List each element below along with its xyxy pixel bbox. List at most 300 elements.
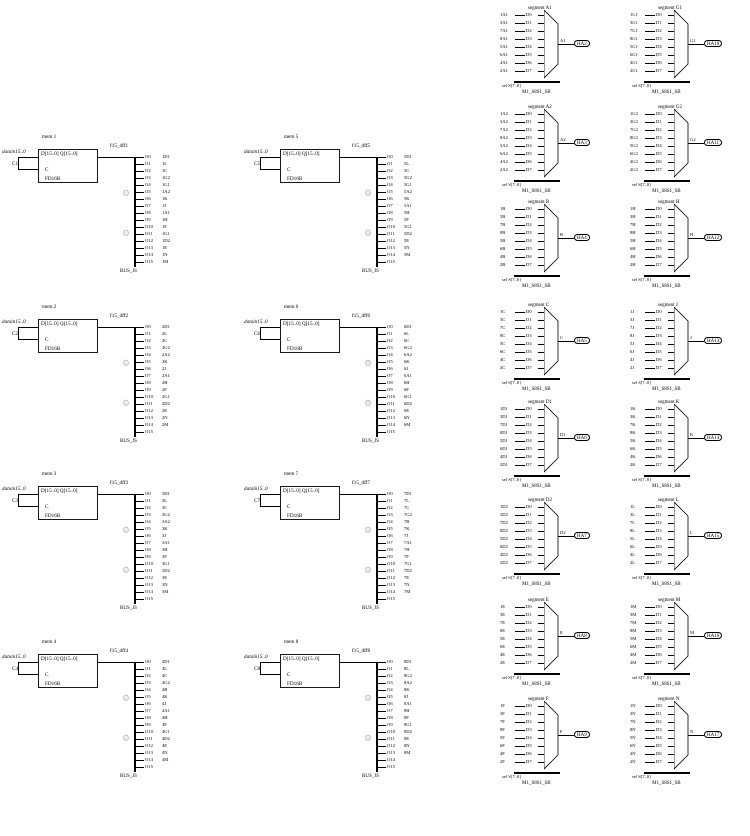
- bus-pin-label: O13: [387, 245, 395, 250]
- bus-pin-label: O4: [387, 182, 393, 187]
- mux-output-net-label: H: [690, 232, 694, 237]
- mux-output-wire: [558, 438, 574, 439]
- decoder-input-net-label: 7M: [630, 620, 637, 625]
- bus-net-label: 6J: [404, 366, 409, 371]
- bus-tap-wire: [378, 683, 386, 684]
- decoder-input-net-label: 6F: [500, 743, 505, 748]
- selector-bus-label: sel S[7..0]: [502, 83, 521, 88]
- decoder-group-k: [630, 400, 750, 495]
- module-name-label: M1_S8S1_SB: [652, 189, 681, 194]
- selector-bus-label: sel S[7..0]: [502, 380, 521, 385]
- bus-net-label: 5H: [404, 210, 410, 215]
- mux-output-net-label: L: [690, 530, 693, 535]
- decoder-input-net-label: 5J: [630, 341, 635, 346]
- output-terminal[interactable]: HA11: [704, 139, 722, 146]
- segment-title: segment G1: [658, 6, 683, 11]
- bus-net-label: 1F: [162, 224, 167, 229]
- bus-tap-wire: [378, 171, 386, 172]
- bus-pin-label: O1: [387, 161, 393, 166]
- decoder-input-pin-label: D5: [526, 246, 532, 251]
- decoder-input-wire: [645, 241, 655, 242]
- output-terminal[interactable]: HA4: [574, 234, 590, 241]
- bus-trunk: [376, 662, 378, 772]
- decoder-input-net-label: 8B: [500, 230, 506, 235]
- bus-net-label: 2M: [162, 422, 169, 427]
- q-out-wire: [340, 662, 376, 663]
- decoder-input-pin-label: D4: [526, 143, 532, 148]
- mux-output-net-label: C: [560, 335, 564, 340]
- decoder-input-wire: [515, 225, 525, 226]
- bus-net-label: 7M: [404, 589, 411, 594]
- decoder-input-net-label: 3D2: [500, 512, 508, 517]
- mux-body: [674, 602, 710, 688]
- bus-pin-label: O3: [145, 345, 151, 350]
- decoder-input-wire: [645, 409, 655, 410]
- mux-body: [674, 502, 710, 588]
- clock-branch-wire: [260, 662, 261, 674]
- memory-instance-label: f15_dff2: [110, 313, 129, 319]
- decoder-input-pin-label: D2: [526, 28, 532, 33]
- bus-net-label: 6G1: [404, 394, 412, 399]
- clock-net-label: C1: [12, 161, 19, 167]
- mux-output-wire: [688, 341, 704, 342]
- bus-net-label: 2D1: [162, 324, 170, 329]
- decoder-input-wire: [515, 706, 525, 707]
- bus-tap-wire: [136, 725, 144, 726]
- bus-pin-label: O14: [145, 252, 153, 257]
- decoder-input-wire: [515, 15, 525, 16]
- decoder-input-net-label: 1G2: [630, 111, 638, 116]
- output-terminal[interactable]: HA2: [574, 40, 590, 47]
- output-terminal[interactable]: HA3: [574, 139, 590, 146]
- decoder-input-wire: [515, 47, 525, 48]
- bus-net-label: 8G2: [404, 673, 412, 678]
- decoder-input-net-label: 4A1: [500, 60, 508, 65]
- bus-tap-wire: [378, 599, 386, 600]
- bus-pin-label: O7: [145, 203, 151, 208]
- decoder-input-net-label: 1K: [630, 406, 636, 411]
- decoder-input-net-label: 6G2: [630, 151, 638, 156]
- bus-net-label: 4C: [162, 673, 168, 678]
- decoder-input-net-label: 5L: [630, 536, 636, 541]
- output-terminal[interactable]: HA10: [704, 40, 722, 47]
- decoder-input-wire: [515, 265, 525, 266]
- bus-pin-label: O6: [387, 196, 393, 201]
- decoder-input-pin-label: D3: [526, 628, 532, 633]
- decoder-input-pin-label: D0: [656, 703, 662, 708]
- decoder-input-pin-label: D1: [656, 20, 662, 25]
- bus-tap-wire: [136, 599, 144, 600]
- decoder-input-net-label: 2G2: [630, 167, 638, 172]
- decoder-input-net-label: 2H: [630, 262, 636, 267]
- bus-pin-label: O14: [387, 757, 395, 762]
- decoder-input-wire: [645, 368, 655, 369]
- output-terminal[interactable]: HA7: [574, 532, 590, 539]
- decoder-input-pin-label: D2: [656, 325, 662, 330]
- decoder-input-wire: [645, 417, 655, 418]
- decoder-input-wire: [515, 639, 525, 640]
- decoder-input-wire: [515, 360, 525, 361]
- decoder-input-pin-label: D0: [526, 309, 532, 314]
- bus-pin-label: O13: [387, 415, 395, 420]
- bus-tap-wire: [136, 411, 144, 412]
- bus-net-label: 1M: [162, 259, 169, 264]
- bus-net-label: 5D1: [404, 154, 412, 159]
- bus-tap-wire: [136, 213, 144, 214]
- bus-net-label: 3M: [162, 589, 169, 594]
- selector-bus-label: sel S[7..0]: [502, 182, 521, 187]
- output-terminal[interactable]: HA17: [704, 731, 722, 738]
- decoder-input-pin-label: D1: [526, 20, 532, 25]
- decoder-input-net-label: 5A1: [500, 44, 508, 49]
- segment-title: segment M: [658, 598, 681, 603]
- bus-tap-wire: [136, 199, 144, 200]
- fd16b-ports-label: D[15..0] Q[15..0]: [41, 321, 78, 327]
- clock-net-label: C3: [12, 498, 19, 504]
- decoder-input-wire: [515, 663, 525, 664]
- decoder-input-wire: [645, 63, 655, 64]
- decoder-input-net-label: 2E: [500, 660, 506, 665]
- bus-pin-label: O11: [145, 401, 153, 406]
- bus-pin-label: O7: [387, 373, 393, 378]
- decoder-input-pin-label: D6: [526, 454, 532, 459]
- bus-tap-wire: [136, 585, 144, 586]
- decoder-input-pin-label: D1: [526, 317, 532, 322]
- decoder-group-j: [630, 303, 750, 398]
- decoder-input-pin-label: D0: [656, 504, 662, 509]
- decoder-input-pin-label: D3: [656, 135, 662, 140]
- datain-wire: [18, 662, 38, 663]
- output-terminal[interactable]: HA8: [574, 632, 590, 639]
- bus-pin-label: O2: [145, 673, 151, 678]
- mux-output-wire: [688, 238, 704, 239]
- module-name-label: M1_S8S1_SB: [522, 387, 551, 392]
- bus-net-label: 8J: [404, 694, 409, 699]
- decoder-input-net-label: 4L: [630, 552, 636, 557]
- decoder-input-wire: [645, 47, 655, 48]
- mux-output-wire: [558, 636, 574, 637]
- mux-output-wire: [558, 238, 574, 239]
- decoder-input-net-label: 4H: [630, 254, 636, 259]
- decoder-input-wire: [645, 39, 655, 40]
- fd16b-clock-pin-label: C: [287, 167, 291, 173]
- bus-tap-wire: [378, 411, 386, 412]
- bus-pin-label: O10: [387, 729, 395, 734]
- decoder-input-net-label: 1C: [500, 309, 506, 314]
- fd16b-part-label: FD16B: [45, 346, 61, 352]
- decoder-input-pin-label: D1: [526, 414, 532, 419]
- decoder-input-net-label: 2F: [500, 759, 505, 764]
- decoder-input-net-label: 3A2: [500, 119, 508, 124]
- decoder-input-wire: [515, 63, 525, 64]
- bus-pin-label: O9: [145, 217, 151, 222]
- bus-pin-label: O6: [387, 701, 393, 706]
- decoder-input-net-label: 6M: [630, 644, 637, 649]
- output-terminal[interactable]: HA5: [574, 337, 590, 344]
- bus-pin-label: O12: [145, 743, 153, 748]
- decoder-input-wire: [645, 555, 655, 556]
- mux-output-wire: [558, 536, 574, 537]
- bus-pin-label: O6: [145, 196, 151, 201]
- datain-label: datain15..0: [2, 149, 26, 155]
- bus-pin-label: O7: [387, 540, 393, 545]
- selector-bus-label: sel S[7..0]: [632, 477, 651, 482]
- bus-net-label: 7A1: [404, 540, 412, 545]
- bus-tap-wire: [136, 383, 144, 384]
- decoder-input-wire: [515, 31, 525, 32]
- bus-pin-label: O11: [145, 568, 153, 573]
- bus-net-label: 5G1: [404, 224, 412, 229]
- decoder-input-wire: [515, 647, 525, 648]
- memory-block-title: mem 5: [284, 134, 299, 140]
- bus-pin-label: O6: [387, 533, 393, 538]
- bus-pin-label: O1: [145, 331, 151, 336]
- datain-wire: [260, 494, 280, 495]
- decoder-input-net-label: 5M: [630, 636, 637, 641]
- decoder-input-wire: [645, 55, 655, 56]
- decoder-input-pin-label: D7: [656, 262, 662, 267]
- decoder-input-wire: [515, 417, 525, 418]
- bus-net-label: 2E: [162, 408, 168, 413]
- output-terminal[interactable]: HA15: [704, 532, 722, 539]
- output-terminal[interactable]: HA9: [574, 731, 590, 738]
- bus-pin-label: O8: [145, 210, 151, 215]
- bus-tap-wire: [378, 690, 386, 691]
- decoder-input-pin-label: D4: [656, 536, 662, 541]
- mux-body: [544, 404, 580, 490]
- decoder-input-net-label: 2B: [500, 262, 506, 267]
- decoder-input-net-label: 4B: [500, 254, 506, 259]
- decoder-input-wire: [645, 647, 655, 648]
- decoder-input-net-label: 5G1: [630, 44, 638, 49]
- datain-wire: [18, 157, 38, 158]
- bus-tap-wire: [378, 543, 386, 544]
- decoder-input-net-label: 8G2: [630, 135, 638, 140]
- decoder-input-wire: [645, 328, 655, 329]
- bus-trunk: [134, 327, 136, 437]
- bus-tap-wire: [378, 199, 386, 200]
- bus-tap-wire: [378, 529, 386, 530]
- mux-output-net-label: A2: [560, 137, 566, 142]
- decoder-input-pin-label: D0: [526, 206, 532, 211]
- decoder-input-wire: [645, 746, 655, 747]
- decoder-input-net-label: 3C: [500, 317, 506, 322]
- decoder-input-pin-label: D7: [656, 759, 662, 764]
- decoder-input-pin-label: D3: [656, 333, 662, 338]
- bus-tap-wire: [378, 739, 386, 740]
- decoder-input-pin-label: D4: [526, 636, 532, 641]
- decoder-input-net-label: 2D1: [500, 462, 508, 467]
- memory-block-title: mem 2: [42, 304, 57, 310]
- output-terminal[interactable]: HA16: [704, 632, 722, 639]
- q-out-wire: [340, 157, 376, 158]
- bus-pin-label: O5: [145, 189, 151, 194]
- mux-output-wire: [688, 636, 704, 637]
- bus-net-label: 5E: [404, 238, 410, 243]
- fd16b-part-label: FD16B: [45, 513, 61, 519]
- mux-output-wire: [688, 143, 704, 144]
- bus-pin-label: O10: [145, 729, 153, 734]
- bus-tap-wire: [378, 425, 386, 426]
- decoder-input-wire: [645, 738, 655, 739]
- decoder-input-wire: [645, 539, 655, 540]
- bus-net-label: 2H: [162, 380, 168, 385]
- selector-bus-label: sel S[7..0]: [502, 774, 521, 779]
- bus-pin-label: O10: [387, 394, 395, 399]
- bus-pin-label: O1: [145, 161, 151, 166]
- decoder-input-wire: [515, 607, 525, 608]
- decoder-input-net-label: 2M: [630, 660, 637, 665]
- mux-body: [544, 502, 580, 588]
- decoder-input-wire: [515, 457, 525, 458]
- decoder-input-wire: [515, 352, 525, 353]
- decoder-input-pin-label: D2: [526, 520, 532, 525]
- bus-pin-label: O6: [145, 533, 151, 538]
- bus-trunk: [376, 157, 378, 267]
- decoder-input-net-label: 4G1: [630, 60, 638, 65]
- bus-name-label: BUS_JS: [362, 269, 379, 274]
- output-terminal[interactable]: HA14: [704, 434, 722, 441]
- decoder-input-net-label: 8E: [500, 628, 506, 633]
- selector-bus-label: sel S[7..0]: [632, 83, 651, 88]
- decoder-input-pin-label: D2: [656, 620, 662, 625]
- decoder-input-wire: [645, 515, 655, 516]
- decoder-input-net-label: 1D1: [500, 406, 508, 411]
- bus-tap-wire: [378, 753, 386, 754]
- decoder-input-wire: [645, 154, 655, 155]
- selector-bus-label: sel S[7..0]: [502, 675, 521, 680]
- bus-tap-wire: [136, 227, 144, 228]
- selector-bus-label: sel S[7..0]: [632, 182, 651, 187]
- bus-net-label: 1L: [162, 161, 168, 166]
- bus-pin-label: O2: [387, 168, 393, 173]
- decoder-input-net-label: 5C: [500, 341, 506, 346]
- decoder-input-net-label: 8H: [630, 230, 636, 235]
- bus-tap-wire: [136, 376, 144, 377]
- decoder-input-wire: [645, 225, 655, 226]
- output-terminal[interactable]: HA12: [704, 234, 722, 241]
- bus-pin-label: O8: [387, 380, 393, 385]
- decoder-input-pin-label: D7: [526, 262, 532, 267]
- decoder-input-pin-label: D4: [526, 341, 532, 346]
- bus-tap-wire: [378, 746, 386, 747]
- decoder-input-net-label: 7E: [500, 620, 506, 625]
- mux-output-net-label: G2: [690, 137, 696, 142]
- fd16b-part-label: FD16B: [287, 513, 303, 519]
- bus-pin-label: O0: [387, 659, 393, 664]
- bus-pin-label: O4: [145, 687, 151, 692]
- bus-net-label: 7C: [404, 505, 410, 510]
- bus-tap-wire: [136, 355, 144, 356]
- bus-name-label: BUS_JS: [120, 606, 137, 611]
- module-name-label: M1_S8S1_SB: [522, 90, 551, 95]
- bus-net-label: 5F: [404, 217, 409, 222]
- decoder-input-wire: [645, 507, 655, 508]
- memory-block-8: [244, 639, 482, 788]
- bus-tap-wire: [136, 390, 144, 391]
- bus-pin-label: O15: [387, 429, 395, 434]
- decoder-input-wire: [515, 754, 525, 755]
- fd16b-clock-pin-label: C: [45, 167, 49, 173]
- datain-wire: [18, 327, 38, 328]
- decoder-input-wire: [645, 209, 655, 210]
- decoder-input-pin-label: D3: [656, 36, 662, 41]
- bus-pin-label: O5: [387, 189, 393, 194]
- bus-pin-label: O15: [145, 259, 153, 264]
- decoder-input-wire: [645, 352, 655, 353]
- bus-net-label: 5C: [404, 168, 410, 173]
- bus-pin-label: O13: [145, 582, 153, 587]
- decoder-input-pin-label: D2: [656, 422, 662, 427]
- decoder-input-pin-label: D3: [656, 230, 662, 235]
- bus-name-label: BUS_JS: [362, 774, 379, 779]
- bus-net-label: 1A1: [162, 210, 170, 215]
- segment-title: segment D2: [528, 498, 553, 503]
- bus-net-label: 4D2: [162, 736, 170, 741]
- decoder-input-wire: [645, 217, 655, 218]
- bus-net-label: 3H: [162, 547, 168, 552]
- decoder-input-wire: [645, 114, 655, 115]
- bus-net-label: 1G2: [162, 175, 170, 180]
- memory-block-1: [2, 134, 240, 283]
- bus-pin-label: O0: [145, 659, 151, 664]
- decoder-input-net-label: 7B: [500, 222, 506, 227]
- decoder-input-net-label: 5D2: [500, 536, 508, 541]
- decoder-input-wire: [515, 122, 525, 123]
- bus-pin-label: O1: [387, 331, 393, 336]
- bus-pin-label: O12: [145, 408, 153, 413]
- gear-icon: ⚙: [364, 398, 373, 408]
- gear-icon: ⚙: [122, 525, 131, 535]
- output-terminal[interactable]: HA6: [574, 434, 590, 441]
- bus-net-label: 7G2: [404, 512, 412, 517]
- bus-pin-label: O6: [145, 366, 151, 371]
- decoder-input-pin-label: D2: [526, 325, 532, 330]
- bus-pin-label: O13: [387, 750, 395, 755]
- bus-pin-label: O10: [145, 561, 153, 566]
- clock-wire: [260, 169, 280, 170]
- decoder-input-pin-label: D5: [656, 743, 662, 748]
- decoder-input-wire: [645, 706, 655, 707]
- module-name-label: M1_S8S1_SB: [522, 682, 551, 687]
- decoder-input-net-label: 4N: [630, 751, 636, 756]
- decoder-input-pin-label: D4: [526, 44, 532, 49]
- decoder-input-wire: [515, 114, 525, 115]
- bus-pin-label: O8: [387, 547, 393, 552]
- bus-pin-label: O9: [145, 722, 151, 727]
- bus-pin-label: O0: [145, 491, 151, 496]
- bus-tap-wire: [378, 255, 386, 256]
- decoder-input-wire: [645, 257, 655, 258]
- decoder-input-pin-label: D6: [526, 652, 532, 657]
- decoder-input-wire: [645, 433, 655, 434]
- decoder-input-pin-label: D3: [526, 230, 532, 235]
- bus-tap-wire: [136, 334, 144, 335]
- output-terminal[interactable]: HA13: [704, 337, 722, 344]
- bus-tap-wire: [378, 725, 386, 726]
- decoder-input-net-label: 5D1: [500, 438, 508, 443]
- bus-net-label: 6N: [404, 415, 410, 420]
- bus-tap-wire: [378, 355, 386, 356]
- decoder-input-pin-label: D5: [656, 52, 662, 57]
- decoder-input-pin-label: D4: [656, 143, 662, 148]
- bus-pin-label: O11: [387, 231, 395, 236]
- bus-tap-wire: [136, 732, 144, 733]
- bus-net-label: 1E: [162, 245, 168, 250]
- bus-net-label: 7N: [404, 582, 410, 587]
- decoder-input-net-label: 7D1: [500, 422, 508, 427]
- segment-title: segment G2: [658, 105, 683, 110]
